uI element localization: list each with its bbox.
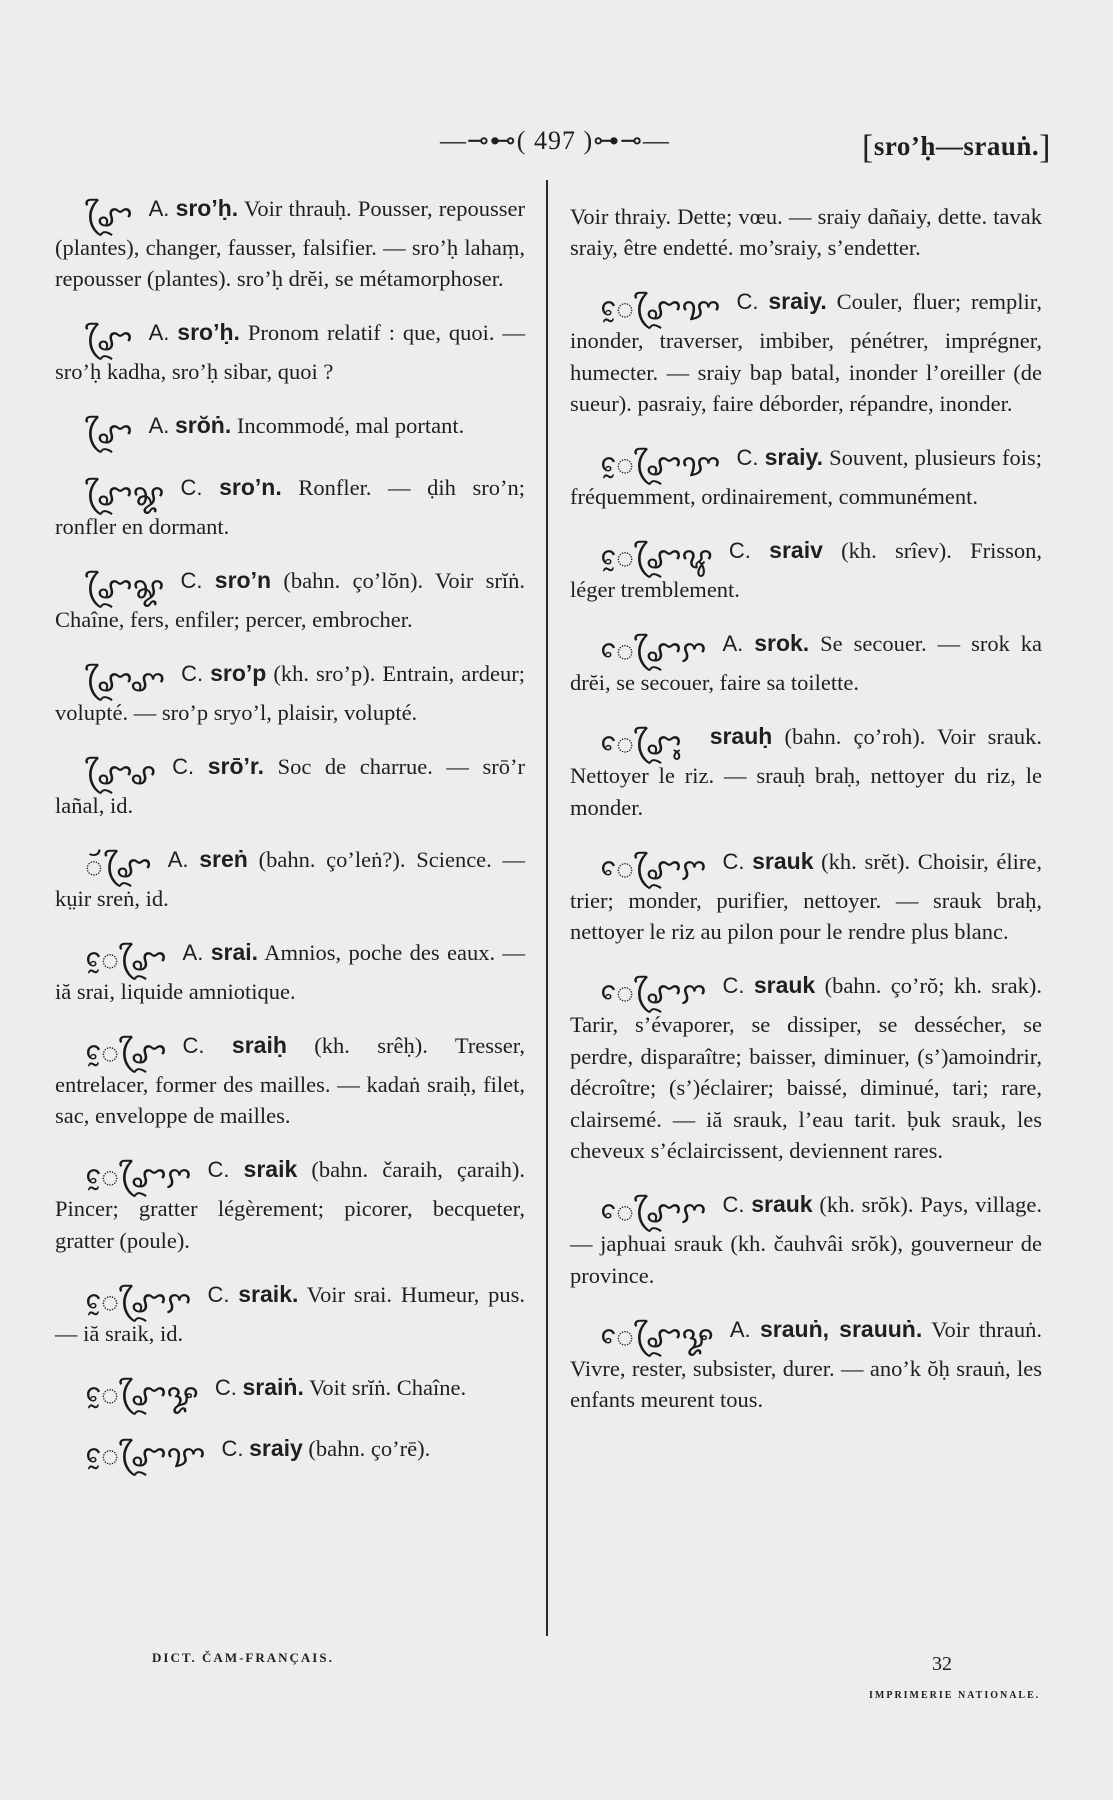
cham-script-glyph: ꨮꨧꨴ xyxy=(85,849,152,885)
right-column xyxy=(570,178,1042,1437)
cham-script-glyph: ꨯꨧꨴꨆ xyxy=(600,1195,707,1230)
signature-mark: 32 xyxy=(932,1653,952,1675)
dictionary-entry: ꨯꨧꨴꨆ A. srok. Se secouer. — srok ka drĕi, se secouer, faire sa toilette. xyxy=(570,630,1043,695)
dictionary-entry: ꨯꨧꨴꨆ C. srauk (kh. srĕt). Choisir, élire, trier; monder, purifier, nettoyer. — srauk braḥ, nettoyer le riz au pilon pour le rendre plus blanc. xyxy=(570,847,1042,944)
dictionary-entry: ꨰꨧꨴꨢ C. sraiy. Couler, fluer; remplir, inonder, traverser, imbiber, pénétrer, imprégner, humecter. — sraiy bap batal, inonder l’oreiller (de sueur). pasraiy, faire déborder, répandre, inonder. xyxy=(570,288,1042,416)
dictionary-entry: ꨰꨧꨴꨋ C. sraiṅ. Voit srĭṅ. Chaîne. xyxy=(85,1373,467,1413)
cham-script-glyph: ꨰꨧꨴꨆ xyxy=(85,1160,192,1195)
page-range-text: sro’ḥ—srauṅ. xyxy=(873,131,1040,161)
dictionary-entry: ꨰꨧꨴꨢ C. sraiy (bahn. ço’rē). xyxy=(85,1435,431,1474)
dictionary-entry: ꨰꨧꨴ C. sraiḥ (kh. srêḥ). Tresser, entrelacer, former des mailles. — kadaṅ sraiḥ, filet, sac, enveloppe de mailles. xyxy=(55,1031,526,1128)
cham-script-glyph: ꨧꨴꨘ xyxy=(85,570,165,606)
dictionary-entry: ꨯꨧꨴꨋ A. srauṅ, srauuṅ. Voir thrauṅ. Vivre, rester, subsister, durer. — ano’k ŏḥ srauṅ, les enfants meurent tous. xyxy=(570,1315,1042,1412)
printer-imprint: IMPRIMERIE NATIONALE. xyxy=(869,1690,1041,1701)
dictionary-entry: ꨰꨧꨴꨥ C. sraiv (kh. srîev). Frisson, léger tremblement. xyxy=(570,537,1042,602)
dictionary-entry: ꨯꨧꨴꨆ C. srauk (bahn. ço’rŏ; kh. srak). Tarir, s’évaporer, se dissiper, se dessécher, se perdre, disparaître; baisser, diminuer, (s’)amoindrir, décroître; (s’)éclairer; baissé, diminué, tari; rare, clairsemé. — iă srauk, l’eau tarit. ḅuk srauk, les cheveux s’éclaircissent, deviennent rares. xyxy=(570,972,1042,1163)
cham-script-glyph: ꨰꨧꨴꨢ xyxy=(85,1439,206,1474)
dictionary-entry: ꨯꨧꨴꨆ C. srauk (kh. srŏk). Pays, village. — japhuai srauk (kh. čauhvâi srŏk), gouverneur de province. xyxy=(570,1191,1043,1288)
cham-script-glyph: ꨯꨧꨴꨆ xyxy=(600,851,707,887)
dictionary-entry: ꨧꨴ A. srŏṅ. Incommodé, mal portant. xyxy=(85,412,465,451)
cham-script-glyph: ꨧꨴ xyxy=(85,416,133,451)
dictionary-entry-continued: Voir thraiy. Dette; vœu. — sraiy dañaiy, dette. tavak sraiy, être endetté. mo’sraiy, s’endetter. xyxy=(570,203,1042,260)
dictionary-entry: ꨧꨴꨘ C. sro’n (bahn. ço’lŏn). Voir srĭṅ. Chaîne, fers, enfiler; percer, embrocher. xyxy=(55,566,526,632)
dictionary-entry: ꨧꨴ A. sro’ḥ. Voir thrauḥ. Pousser, repousser (plantes), changer, fausser, falsifier. — sro’ḥ lahaṃ, repousser (plantes). sro’ḥ drĕi, se métamorphoser. xyxy=(55,194,525,291)
cham-script-glyph: ꨰꨧꨴꨢ xyxy=(600,292,721,327)
dictionary-entry: ꨰꨧꨴ A. srai. Amnios, poche des eaux. — iă srai, liquide amniotique. xyxy=(55,938,526,1004)
dictionary-entry: ꨧꨴ A. sro’ḥ. Pronom relatif : que, quoi. — sro’ḥ kadha, sro’ḥ sibar, quoi ? xyxy=(55,319,525,384)
page-range: [sro’ḥ—srauṅ.] xyxy=(862,129,1051,166)
dictionary-entry: ꨮꨧꨴ A. sreṅ (bahn. ço’leṅ?). Science. — kṳir sreṅ, id. xyxy=(55,845,526,911)
dictionary-entry: ꨧꨴꨣ C. srō’r. Soc de charrue. — srō’r lañal, id. xyxy=(55,752,525,818)
cham-script-glyph: ꨯꨧꨴꨶ xyxy=(600,727,682,762)
cham-script-glyph: ꨧꨴ xyxy=(85,198,133,234)
cham-script-glyph: ꨰꨧꨴꨥ xyxy=(600,541,713,576)
cham-script-glyph: ꨰꨧꨴ xyxy=(85,942,167,978)
dictionary-entry: ꨰꨧꨴꨆ C. sraik. Voir srai. Humeur, pus. — iă sraik, id. xyxy=(55,1280,525,1346)
cham-script-glyph: ꨰꨧꨴꨢ xyxy=(600,448,721,483)
cham-script-glyph: ꨰꨧꨴ xyxy=(85,1035,167,1071)
cham-script-glyph: ꨧꨴꨣ xyxy=(85,756,157,792)
cham-script-glyph: ꨧꨴꨘ xyxy=(85,477,165,513)
dictionary-entry: ꨰꨧꨴꨢ C. sraiy. Souvent, plusieurs fois; fréquemment, ordinairement, communément. xyxy=(570,444,1043,509)
column-divider xyxy=(546,180,548,1636)
cham-script-glyph: ꨯꨧꨴꨆ xyxy=(600,634,707,669)
footer-title: DICT. ČAM-FRANÇAIS. xyxy=(152,1650,334,1665)
dictionary-entry: ꨧꨴꨚ C. sro’p (kh. sro’p). Entrain, ardeur; volupté. — sro’p sryo’l, plaisir, volupté. xyxy=(55,659,525,725)
cham-script-glyph: ꨯꨧꨴꨆ xyxy=(600,976,707,1011)
cham-script-glyph: ꨧꨴ xyxy=(85,323,133,358)
page-number: —⊸⊷( 497 )⊶⊸— xyxy=(440,126,670,155)
dictionary-entry: ꨯꨧꨴꨶ srauḥ (bahn. ço’roh). Voir srauk. Nettoyer le riz. — srauḥ braḥ, nettoyer du riz, le monder. xyxy=(570,723,1042,820)
cham-script-glyph: ꨧꨴꨚ xyxy=(85,663,166,699)
dictionary-entry: ꨰꨧꨴꨆ C. sraik (bahn. čaraih, çaraih). Pincer; gratter légèrement; picorer, becqueter, gratter (poule). xyxy=(55,1156,525,1253)
dictionary-entry: ꨧꨴꨘ C. sro’n. Ronfler. — ḍih sro’n; ronfler en dormant. xyxy=(55,473,526,539)
left-column xyxy=(55,170,525,1493)
cham-script-glyph: ꨰꨧꨴꨆ xyxy=(85,1284,192,1320)
cham-script-glyph: ꨯꨧꨴꨋ xyxy=(600,1319,714,1355)
cham-script-glyph: ꨰꨧꨴꨋ xyxy=(85,1377,199,1413)
